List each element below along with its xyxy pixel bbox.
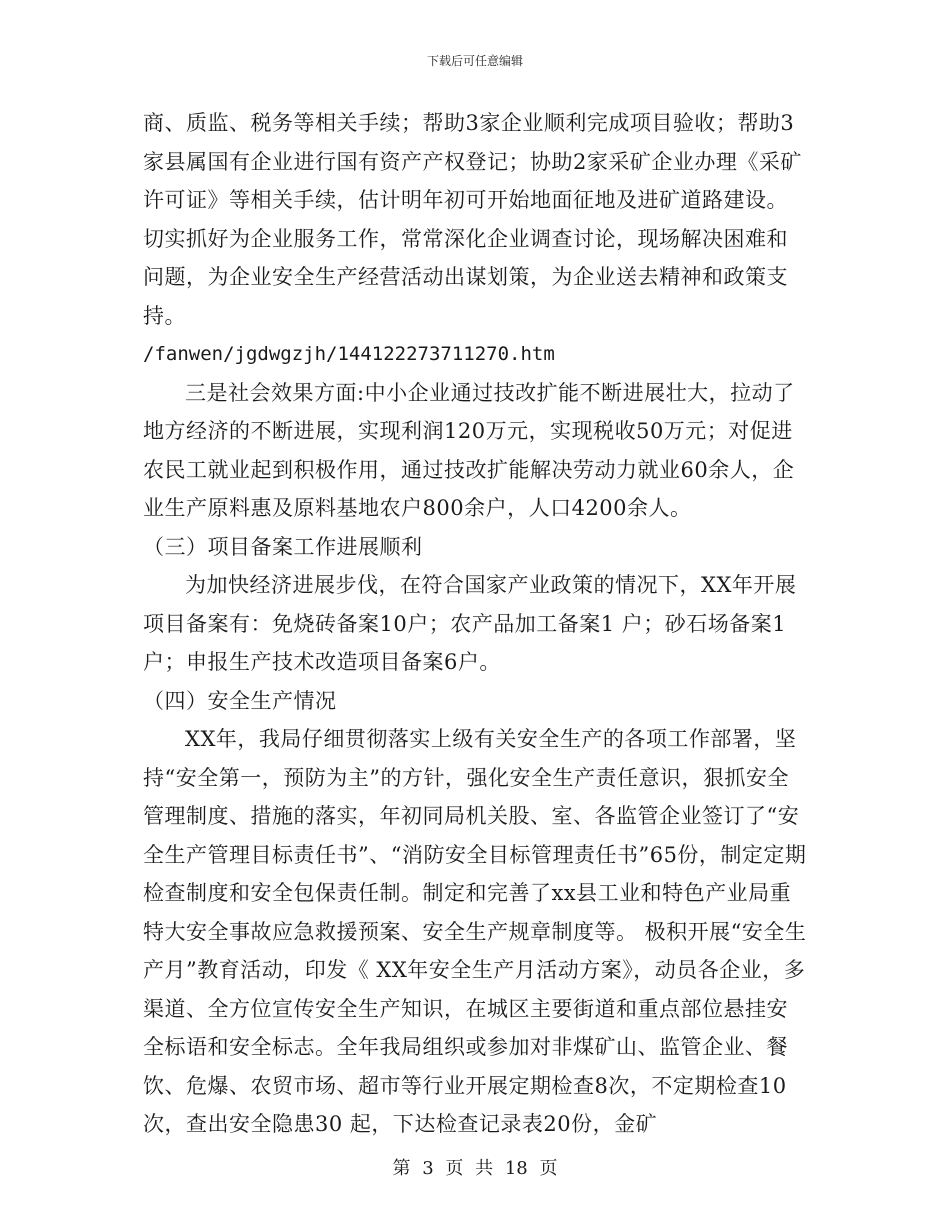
paragraph-project-filing: 为加快经济进展步伐，在符合国家产业政策的情况下，XX年开展项目备案有：免烧砖备案10户；农产品加工备案1 户；砂石场备案1户；申报生产技术改造项目备案6户。	[143, 573, 797, 674]
url-reference: /fanwen/jgdwgzjh/144122273711270.htm	[143, 343, 555, 365]
paragraph-safety-production: XX年，我局仔细贯彻落实上级有关安全生产的各项工作部署，坚持“安全第一，预防为主”的方针，强化安全生产责任意识，狠抓安全管理制度、措施的落实，年初同局机关股、室、各监管企业签订了“安全生产管理目标责任书”、“消防安全目标管理责任书”65份，制定定期检查制度和安全包保责任制。制定和完善了xx县工业和特色产业局重特大安全事故应急救援预案、安全生产规章制度等。 极积开展“安全生产月”教育活动，印发《 XX年安全生产月活动方案》，动员各企业，多渠道、全方位宣传安全生产知识，在城区主要街道和重点部位悬挂安全标语和安全标志。全年我局组织或参加对非煤矿山、监管企业、餐饮、危爆、农贸市场、超市等行业开展定期检查8次，不定期检查10次，查出安全隐患30 起，下达检查记录表20份，金矿	[143, 727, 807, 1136]
paragraph-enterprise-services: 商、质监、税务等相关手续；帮助3家企业顺利完成项目验收；帮助3家县属国有企业进行国有资产产权登记；协助2家采矿企业办理《采矿许可证》等相关手续，估计明年初可开始地面征地及进矿道路建设。切实抓好为企业服务工作，常常深化企业调查讨论，现场解决困难和问题，为企业安全生产经营活动出谋划策，为企业送去精神和政策支持。	[143, 111, 802, 328]
document-body	[143, 104, 808, 1144]
section-heading-project-filing: （三）项目备案工作进展顺利	[143, 534, 423, 559]
page-footer: 第 3 页 共 18 页	[392, 1158, 558, 1179]
section-heading-safety-production: （四）安全生产情况	[143, 688, 337, 713]
paragraph-social-effects: 三是社会效果方面:中小企业通过技改扩能不断进展壮大，拉动了地方经济的不断进展，实现利润120万元，实现税收50万元；对促进农民工就业起到积极作用，通过技改扩能解决劳动力就业60余人，企业生产原料惠及原料基地农户800余户，人口4200余人。	[143, 380, 795, 520]
page-header: 下载后可任意编辑	[426, 54, 523, 68]
